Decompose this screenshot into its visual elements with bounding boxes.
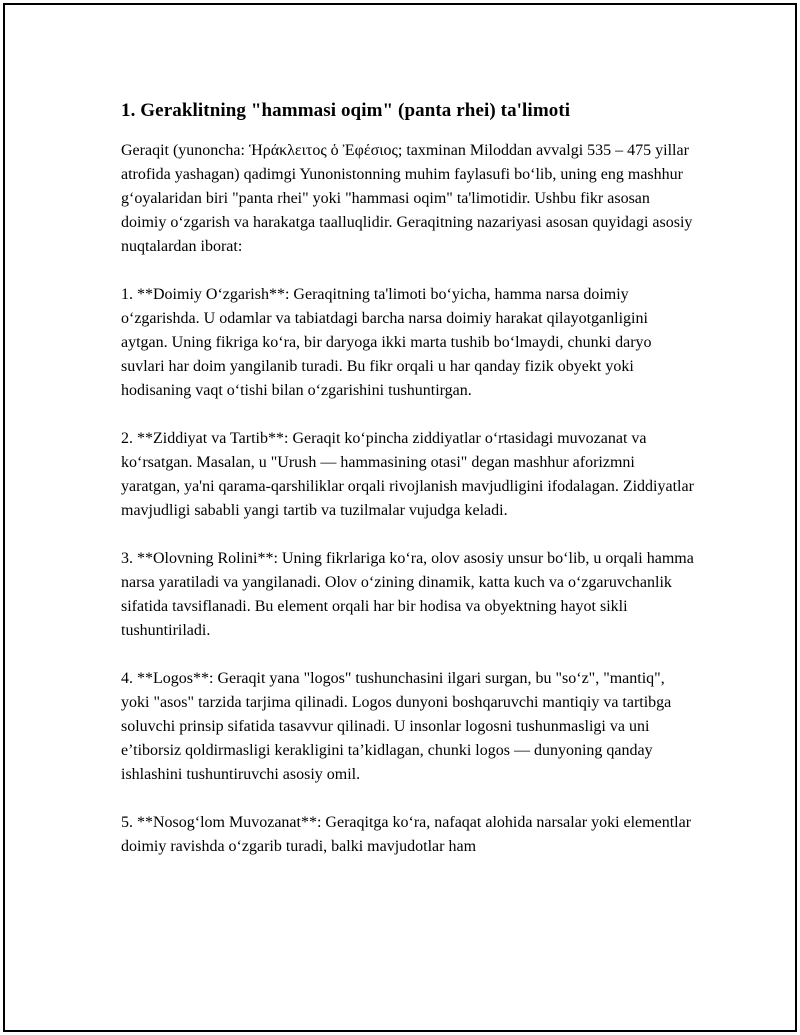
document-page xyxy=(3,3,797,1032)
paragraph-balance: 5. **Nosogʻlom Muvozanat**: Geraqitga koʻra, nafaqat alohida narsalar yoki elementlar doimiy ravishda oʻzgarib turadi, balki mavjudotlar ham xyxy=(121,814,692,855)
document-body xyxy=(121,97,695,883)
paragraph-contradiction-order: 2. **Ziddiyat va Tartib**: Geraqit koʻpincha ziddiyatlar oʻrtasidagi muvozanat va koʻrsatgan. Masalan, u "Urush — hammasining otasi" degan mashhur aforizmni yaratgan, ya'ni qarama-qarshiliklar orqali rivojlanish mavjudligini ifodalagan. Ziddiyatlar mavjudligi sababli yangi tartib va tuzilmalar vujudga keladi. xyxy=(121,430,694,519)
intro-paragraph: Geraqit (yunoncha: Ἡράκλειτος ὁ Ἐφέσιος; taxminan Miloddan avvalgi 535 – 475 yillar atrofida yashagan) qadimgi Yunonistonning muhim faylasufi boʻlib, uning eng mashhur gʻoyalaridan biri "panta rhei" yoki "hammasi oqim" ta'limotidir. Ushbu fikr asosan doimiy oʻzgarish va harakatga taalluqlidir. Geraqitning nazariyasi asosan quyidagi asosiy nuqtalardan iborat: xyxy=(121,142,693,255)
document-title: 1. Geraklitning "hammasi oqim" (panta rhei) ta'limoti xyxy=(121,100,571,121)
paragraph-constant-change: 1. **Doimiy Oʻzgarish**: Geraqitning ta'limoti boʻyicha, hamma narsa doimiy oʻzgarishda. U odamlar va tabiatdagi barcha narsa doimiy harakat qilayotganligini aytgan. Uning fikriga koʻra, bir daryoga ikki marta tushib boʻlmaydi, chunki daryo suvlari har doim yangilanib turadi. Bu fikr orqali u har qanday fizik obyekt yoki hodisaning vaqt oʻtishi bilan oʻzgarishini tushuntirgan. xyxy=(121,286,652,399)
paragraph-logos: 4. **Logos**: Geraqit yana "logos" tushunchasini ilgari surgan, bu "soʻz", "mantiq", yoki "asos" tarzida tarjima qilinadi. Logos dunyoni boshqaruvchi mantiqiy va tartibga soluvchi prinsip sifatida tasavvur qilinadi. U insonlar logosni tushunmasligi va uni e’tiborsiz qoldirmasligi kerakligini ta’kidlagan, chunki logos — dunyoning qanday ishlashini tushuntiruvchi asosiy omil. xyxy=(121,670,672,783)
paragraph-fire-role: 3. **Olovning Rolini**: Uning fikrlariga koʻra, olov asosiy unsur boʻlib, u orqali hamma narsa yaratiladi va yangilanadi. Olov oʻzining dinamik, katta kuch va oʻzgaruvchanlik sifatida tavsiflanadi. Bu element orqali har bir hodisa va obyektning hayot sikli tushuntiriladi. xyxy=(121,550,694,639)
